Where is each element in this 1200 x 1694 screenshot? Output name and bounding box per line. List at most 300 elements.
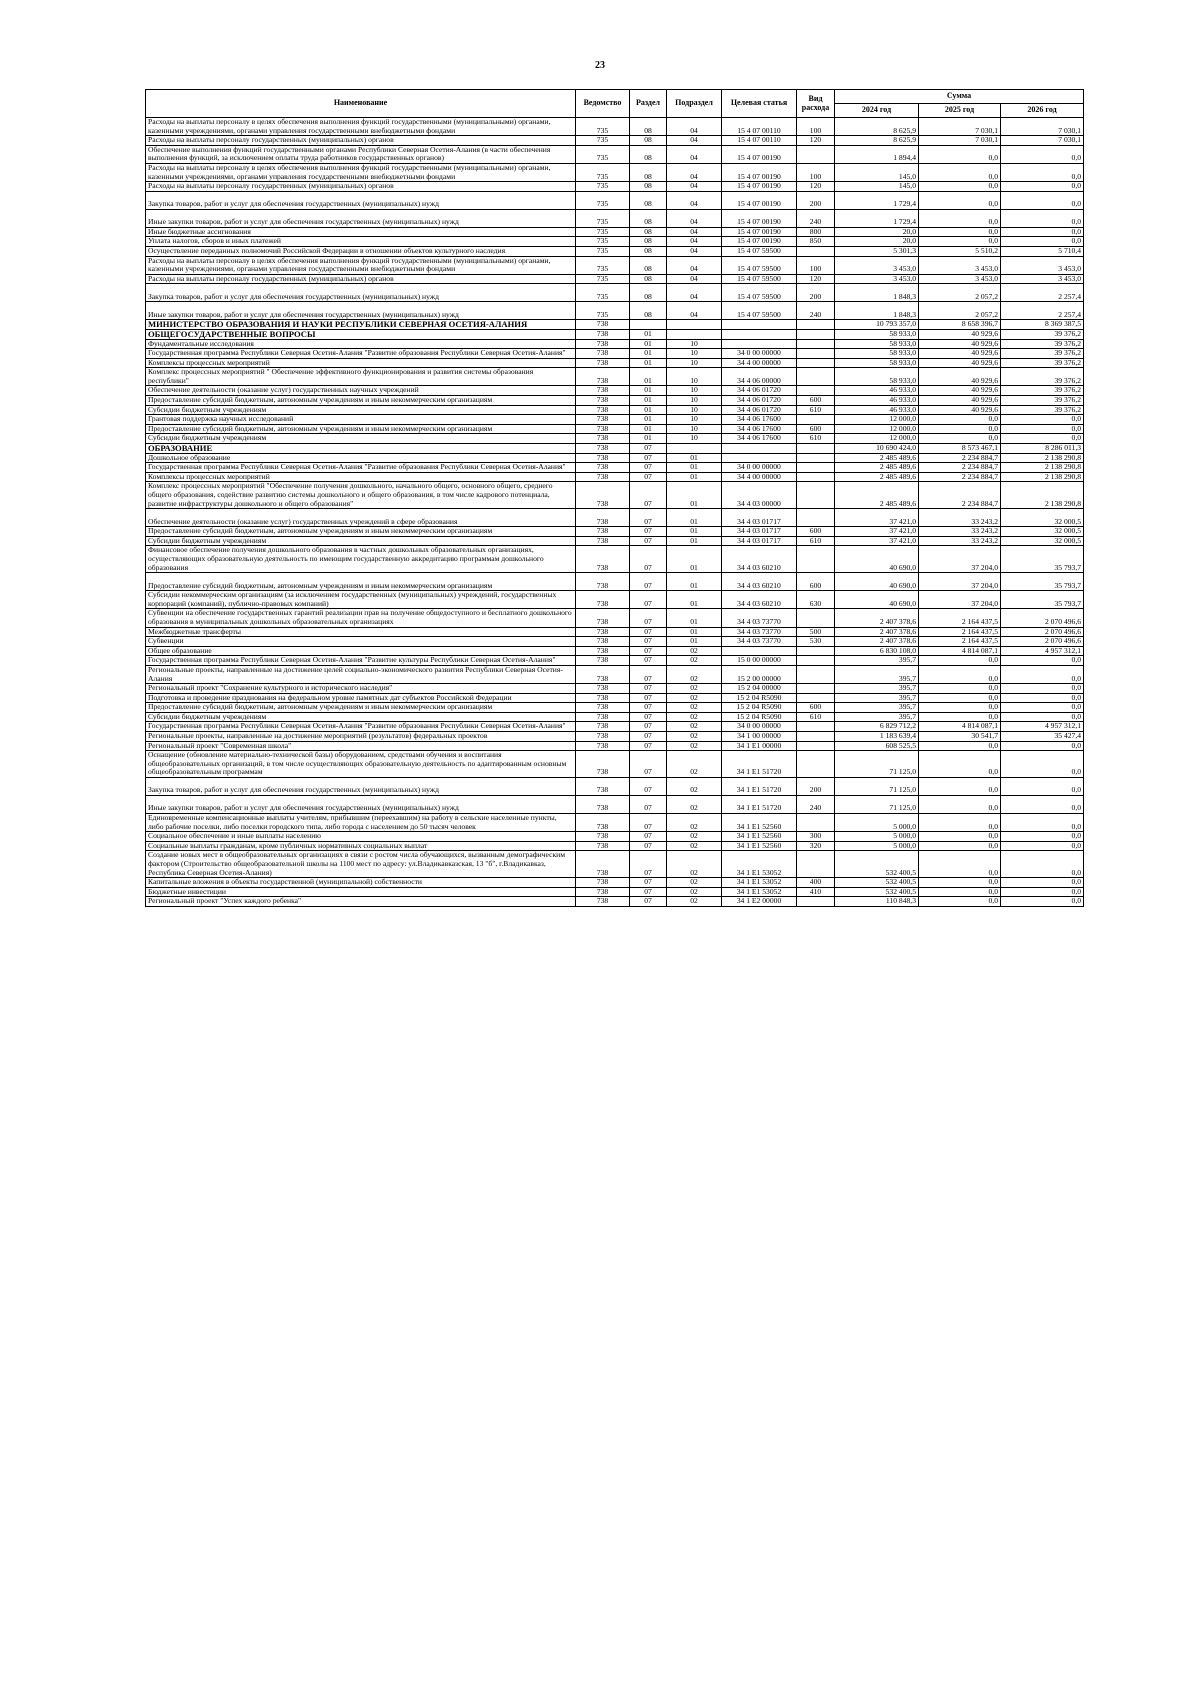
cell-2025: 2 164 437,5 xyxy=(919,637,1001,647)
cell-name: Комплексы процессных мероприятий xyxy=(146,472,576,482)
cell-cs: 34 1 E1 51720 xyxy=(722,796,797,814)
cell-razdel: 08 xyxy=(630,237,667,247)
cell-vr xyxy=(797,722,835,732)
cell-razdel: 07 xyxy=(630,463,667,473)
cell-name: МИНИСТЕРСТВО ОБРАЗОВАНИЯ И НАУКИ РЕСПУБЛИКИ СЕВЕРНАЯ ОСЕТИЯ-АЛАНИЯ xyxy=(146,320,576,330)
cell-2026: 0,0 xyxy=(1001,163,1084,181)
cell-2024: 3 453,0 xyxy=(835,274,919,284)
cell-2026: 7 030,1 xyxy=(1001,136,1084,146)
cell-ved: 738 xyxy=(576,527,630,537)
cell-razdel: 07 xyxy=(630,453,667,463)
cell-2024: 395,7 xyxy=(835,712,919,722)
cell-name: Региональные проекты, направленные на достижение мероприятий (результатов) федеральных проектов xyxy=(146,732,576,742)
cell-2024: 1 183 639,4 xyxy=(835,732,919,742)
cell-name: Обеспечение деятельности (оказание услуг) государственных научных учреждений xyxy=(146,386,576,396)
cell-ved: 738 xyxy=(576,536,630,546)
cell-podrazdel: 01 xyxy=(667,463,722,473)
cell-cs xyxy=(722,320,797,330)
cell-name: Субвенции на обеспечение государственных гарантий реализации прав на получение общедоступного и бесплатного дошкольного образования в муниципальных дошкольных образовательных организациях xyxy=(146,609,576,627)
cell-razdel: 07 xyxy=(630,778,667,796)
cell-2026: 2 070 496,6 xyxy=(1001,627,1084,637)
cell-razdel: 01 xyxy=(630,386,667,396)
cell-razdel: 08 xyxy=(630,284,667,302)
cell-razdel: 01 xyxy=(630,329,667,339)
cell-vr xyxy=(797,693,835,703)
cell-name: Подготовка и проведение празднования на федеральном уровне памятных дат субъектов Российской Федерации xyxy=(146,693,576,703)
cell-2026: 35 427,4 xyxy=(1001,732,1084,742)
cell-2024: 40 690,0 xyxy=(835,573,919,591)
cell-2026: 39 376,2 xyxy=(1001,396,1084,406)
cell-name: Субсидии бюджетным учреждениям xyxy=(146,405,576,415)
cell-name: Предоставление субсидий бюджетным, автономным учреждениям и иным некоммерческим организациям xyxy=(146,527,576,537)
cell-2024: 5 000,0 xyxy=(835,814,919,832)
cell-razdel: 07 xyxy=(630,732,667,742)
cell-2024: 58 933,0 xyxy=(835,368,919,386)
cell-podrazdel: 10 xyxy=(667,386,722,396)
cell-cs: 34 4 06 00000 xyxy=(722,368,797,386)
cell-vr xyxy=(797,509,835,527)
cell-2025: 7 030,1 xyxy=(919,118,1001,136)
cell-cs: 15 4 07 59500 xyxy=(722,274,797,284)
cell-vr xyxy=(797,453,835,463)
table-row xyxy=(146,778,1084,796)
cell-podrazdel: 10 xyxy=(667,349,722,359)
cell-razdel: 07 xyxy=(630,627,667,637)
cell-2024: 40 690,0 xyxy=(835,546,919,573)
cell-2024: 608 525,5 xyxy=(835,741,919,751)
cell-2024: 395,7 xyxy=(835,703,919,713)
cell-ved: 738 xyxy=(576,778,630,796)
cell-vr xyxy=(797,415,835,425)
cell-cs: 34 4 03 60210 xyxy=(722,546,797,573)
cell-cs: 34 4 06 17600 xyxy=(722,415,797,425)
table-row xyxy=(146,814,1084,832)
cell-cs: 34 1 00 00000 xyxy=(722,732,797,742)
cell-2024: 12 000,0 xyxy=(835,424,919,434)
cell-ved: 738 xyxy=(576,444,630,454)
cell-podrazdel: 01 xyxy=(667,527,722,537)
cell-cs: 34 4 03 00000 xyxy=(722,482,797,509)
cell-2026: 2 070 496,6 xyxy=(1001,609,1084,627)
cell-name: Расходы на выплаты персоналу государственных (муниципальных) органов xyxy=(146,274,576,284)
table-header xyxy=(146,90,1084,118)
cell-2026: 2 257,4 xyxy=(1001,284,1084,302)
header-year-2024: 2024 год xyxy=(835,104,919,118)
cell-cs: 34 4 03 01717 xyxy=(722,536,797,546)
cell-name: Дошкольное образование xyxy=(146,453,576,463)
cell-2025: 2 234 884,7 xyxy=(919,482,1001,509)
cell-razdel: 08 xyxy=(630,163,667,181)
cell-ved: 735 xyxy=(576,274,630,284)
cell-name: Межбюджетные трансферты xyxy=(146,627,576,637)
cell-2025: 2 234 884,7 xyxy=(919,463,1001,473)
cell-vr: 800 xyxy=(797,227,835,237)
cell-podrazdel: 02 xyxy=(667,665,722,683)
cell-vr: 320 xyxy=(797,841,835,851)
cell-podrazdel: 04 xyxy=(667,274,722,284)
cell-podrazdel: 01 xyxy=(667,509,722,527)
cell-cs: 34 1 E1 52560 xyxy=(722,814,797,832)
cell-2024: 20,0 xyxy=(835,237,919,247)
cell-cs: 15 4 07 00190 xyxy=(722,182,797,192)
table-row xyxy=(146,546,1084,573)
cell-vr xyxy=(797,684,835,694)
cell-razdel: 07 xyxy=(630,878,667,888)
cell-name: Предоставление субсидий бюджетным, автономным учреждениям и иным некоммерческим организациям xyxy=(146,424,576,434)
cell-vr: 410 xyxy=(797,887,835,897)
table-row xyxy=(146,118,1084,136)
cell-2026: 0,0 xyxy=(1001,796,1084,814)
cell-vr xyxy=(797,472,835,482)
table-row xyxy=(146,665,1084,683)
cell-2024: 46 933,0 xyxy=(835,386,919,396)
table-row xyxy=(146,851,1084,878)
cell-name: Расходы на выплаты персоналу государственных (муниципальных) органов xyxy=(146,182,576,192)
cell-ved: 735 xyxy=(576,118,630,136)
cell-ved: 735 xyxy=(576,145,630,163)
header-razdel: Раздел xyxy=(630,90,667,118)
cell-2024: 46 933,0 xyxy=(835,396,919,406)
table-row xyxy=(146,444,1084,454)
cell-2026: 0,0 xyxy=(1001,832,1084,842)
cell-podrazdel: 10 xyxy=(667,396,722,406)
cell-cs: 34 0 00 00000 xyxy=(722,463,797,473)
cell-cs: 15 2 00 00000 xyxy=(722,665,797,683)
cell-podrazdel: 02 xyxy=(667,887,722,897)
cell-cs: 15 4 07 00110 xyxy=(722,118,797,136)
cell-2026: 35 793,7 xyxy=(1001,573,1084,591)
cell-2025: 2 234 884,7 xyxy=(919,453,1001,463)
table-row xyxy=(146,284,1084,302)
cell-cs: 34 4 03 60210 xyxy=(722,591,797,609)
table-row xyxy=(146,415,1084,425)
cell-vr xyxy=(797,463,835,473)
cell-razdel: 07 xyxy=(630,796,667,814)
cell-name: Государственная программа Республики Северная Осетия-Алания "Развитие образования Республики Северная Осетия-Алания" xyxy=(146,722,576,732)
table-row xyxy=(146,712,1084,722)
cell-name: Субвенции xyxy=(146,637,576,647)
cell-cs: 15 2 04 R5090 xyxy=(722,712,797,722)
cell-name: ОБЩЕГОСУДАРСТВЕННЫЕ ВОПРОСЫ xyxy=(146,329,576,339)
cell-podrazdel: 10 xyxy=(667,405,722,415)
table-row xyxy=(146,349,1084,359)
cell-2024: 145,0 xyxy=(835,163,919,181)
cell-cs: 34 4 03 01717 xyxy=(722,509,797,527)
cell-cs: 15 4 07 00190 xyxy=(722,209,797,227)
cell-razdel: 07 xyxy=(630,741,667,751)
cell-cs: 34 4 03 73770 xyxy=(722,627,797,637)
cell-2024: 3 453,0 xyxy=(835,256,919,274)
cell-2025: 0,0 xyxy=(919,897,1001,907)
table-row xyxy=(146,897,1084,907)
cell-ved: 738 xyxy=(576,329,630,339)
cell-vr xyxy=(797,329,835,339)
cell-cs: 15 4 07 00190 xyxy=(722,227,797,237)
cell-podrazdel: 01 xyxy=(667,609,722,627)
cell-vr xyxy=(797,368,835,386)
cell-podrazdel: 01 xyxy=(667,573,722,591)
cell-ved: 738 xyxy=(576,339,630,349)
cell-2025: 0,0 xyxy=(919,227,1001,237)
cell-razdel: 08 xyxy=(630,246,667,256)
table-row xyxy=(146,405,1084,415)
cell-razdel: 07 xyxy=(630,712,667,722)
cell-2026: 0,0 xyxy=(1001,712,1084,722)
cell-cs: 15 0 00 00000 xyxy=(722,656,797,666)
cell-razdel: 07 xyxy=(630,609,667,627)
cell-name: Создание новых мест в общеобразовательных организациях в связи с ростом числа обучающихся, вызванным демографическим фактором (Строительство общеобразовательной школы на 1100 мест по адресу: ул.Владикавказская, 13 "б", г.Владикавказ, Республика Северная Осетия-Алания) xyxy=(146,851,576,878)
header-year-2026: 2026 год xyxy=(1001,104,1084,118)
cell-2024: 395,7 xyxy=(835,684,919,694)
header-ved: Ведомство xyxy=(576,90,630,118)
cell-razdel xyxy=(630,320,667,330)
cell-2024: 532 400,5 xyxy=(835,878,919,888)
cell-cs: 15 4 07 59500 xyxy=(722,302,797,320)
cell-ved: 738 xyxy=(576,732,630,742)
cell-razdel: 07 xyxy=(630,591,667,609)
cell-ved: 738 xyxy=(576,814,630,832)
cell-2025: 0,0 xyxy=(919,741,1001,751)
cell-vr xyxy=(797,665,835,683)
cell-vr xyxy=(797,732,835,742)
table-row xyxy=(146,472,1084,482)
cell-vr: 400 xyxy=(797,878,835,888)
cell-ved: 738 xyxy=(576,386,630,396)
cell-2026: 0,0 xyxy=(1001,851,1084,878)
cell-vr: 200 xyxy=(797,284,835,302)
cell-name: Иные бюджетные ассигнования xyxy=(146,227,576,237)
cell-name: ОБРАЗОВАНИЕ xyxy=(146,444,576,454)
cell-name: Обеспечение выполнения функций государственными органами Республики Северная Осетия-Алания (в части обеспечения выполнения функций, за исключением оплаты труда работников государственных органов) xyxy=(146,145,576,163)
cell-2026: 39 376,2 xyxy=(1001,349,1084,359)
cell-vr xyxy=(797,386,835,396)
cell-vr: 200 xyxy=(797,778,835,796)
cell-podrazdel: 04 xyxy=(667,118,722,136)
cell-2026: 0,0 xyxy=(1001,841,1084,851)
cell-2024: 395,7 xyxy=(835,665,919,683)
cell-razdel: 07 xyxy=(630,814,667,832)
cell-2026: 8 286 011,3 xyxy=(1001,444,1084,454)
cell-cs: 15 2 04 R5090 xyxy=(722,703,797,713)
table-row xyxy=(146,741,1084,751)
table-row xyxy=(146,274,1084,284)
cell-razdel: 07 xyxy=(630,665,667,683)
cell-razdel: 07 xyxy=(630,751,667,778)
cell-podrazdel: 01 xyxy=(667,453,722,463)
table-row xyxy=(146,302,1084,320)
cell-2024: 2 485 489,6 xyxy=(835,463,919,473)
cell-ved: 738 xyxy=(576,609,630,627)
cell-vr: 610 xyxy=(797,434,835,444)
cell-podrazdel: 04 xyxy=(667,182,722,192)
cell-cs: 15 4 07 00190 xyxy=(722,191,797,209)
cell-2024: 10 793 357,0 xyxy=(835,320,919,330)
cell-podrazdel: 02 xyxy=(667,814,722,832)
cell-name: Закупка товаров, работ и услуг для обеспечения государственных (муниципальных) нужд xyxy=(146,284,576,302)
cell-razdel: 01 xyxy=(630,424,667,434)
cell-2024: 37 421,0 xyxy=(835,527,919,537)
cell-2025: 0,0 xyxy=(919,712,1001,722)
cell-ved: 735 xyxy=(576,302,630,320)
cell-2025: 2 164 437,5 xyxy=(919,609,1001,627)
cell-2026: 2 257,4 xyxy=(1001,302,1084,320)
cell-2025: 0,0 xyxy=(919,814,1001,832)
cell-ved: 738 xyxy=(576,722,630,732)
cell-2025: 40 929,6 xyxy=(919,405,1001,415)
table-row xyxy=(146,227,1084,237)
cell-name: Региональный проект "Успех каждого ребенка" xyxy=(146,897,576,907)
cell-vr: 630 xyxy=(797,591,835,609)
cell-name: Грантовая поддержка научных исследований xyxy=(146,415,576,425)
cell-2026: 39 376,2 xyxy=(1001,405,1084,415)
cell-2025: 40 929,6 xyxy=(919,339,1001,349)
cell-ved: 738 xyxy=(576,637,630,647)
table-row xyxy=(146,646,1084,656)
cell-podrazdel: 02 xyxy=(667,693,722,703)
cell-name: Расходы на выплаты персоналу в целях обеспечения выполнения функций государственными (муниципальными) органами, казенными учреждениями, органами управления государственными внебюджетными фондами xyxy=(146,256,576,274)
cell-ved: 735 xyxy=(576,191,630,209)
cell-2024: 37 421,0 xyxy=(835,509,919,527)
cell-ved: 735 xyxy=(576,246,630,256)
cell-2025: 7 030,1 xyxy=(919,136,1001,146)
cell-2026: 0,0 xyxy=(1001,814,1084,832)
cell-cs: 34 4 03 73770 xyxy=(722,637,797,647)
cell-ved: 735 xyxy=(576,209,630,227)
table-row xyxy=(146,368,1084,386)
cell-cs: 34 4 03 01717 xyxy=(722,527,797,537)
cell-razdel: 07 xyxy=(630,693,667,703)
cell-razdel: 08 xyxy=(630,145,667,163)
cell-2026: 32 000,5 xyxy=(1001,536,1084,546)
cell-name: Предоставление субсидий бюджетным, автономным учреждениям и иным некоммерческим организациям xyxy=(146,396,576,406)
cell-2025: 2 057,2 xyxy=(919,302,1001,320)
cell-ved: 738 xyxy=(576,472,630,482)
table-row xyxy=(146,796,1084,814)
cell-podrazdel: 02 xyxy=(667,646,722,656)
cell-name: Расходы на выплаты персоналу государственных (муниципальных) органов xyxy=(146,136,576,146)
cell-name: Социальное обеспечение и иные выплаты населению xyxy=(146,832,576,842)
cell-vr xyxy=(797,741,835,751)
cell-2025: 0,0 xyxy=(919,434,1001,444)
cell-ved: 735 xyxy=(576,163,630,181)
cell-ved: 735 xyxy=(576,256,630,274)
budget-table xyxy=(145,89,1084,907)
cell-razdel: 07 xyxy=(630,841,667,851)
header-summa: Сумма xyxy=(835,90,1084,104)
cell-2026: 2 138 290,8 xyxy=(1001,453,1084,463)
cell-2025: 4 814 087,1 xyxy=(919,722,1001,732)
cell-razdel: 07 xyxy=(630,536,667,546)
cell-vr: 240 xyxy=(797,796,835,814)
cell-2024: 2 485 489,6 xyxy=(835,472,919,482)
table-row xyxy=(146,573,1084,591)
cell-2024: 58 933,0 xyxy=(835,358,919,368)
cell-2026: 0,0 xyxy=(1001,237,1084,247)
cell-razdel: 08 xyxy=(630,274,667,284)
table-row xyxy=(146,463,1084,473)
cell-vr xyxy=(797,546,835,573)
cell-name: Региональный проект "Современная школа" xyxy=(146,741,576,751)
cell-2025: 40 929,6 xyxy=(919,396,1001,406)
cell-2026: 39 376,2 xyxy=(1001,358,1084,368)
cell-2024: 8 625,9 xyxy=(835,118,919,136)
table-row xyxy=(146,145,1084,163)
cell-razdel: 08 xyxy=(630,256,667,274)
cell-podrazdel: 02 xyxy=(667,656,722,666)
cell-vr: 610 xyxy=(797,712,835,722)
table-row xyxy=(146,609,1084,627)
cell-2025: 0,0 xyxy=(919,832,1001,842)
cell-podrazdel: 02 xyxy=(667,841,722,851)
cell-name: Иные закупки товаров, работ и услуг для обеспечения государственных (муниципальных) нужд xyxy=(146,302,576,320)
cell-2024: 110 848,3 xyxy=(835,897,919,907)
cell-ved: 738 xyxy=(576,796,630,814)
cell-2025: 33 243,2 xyxy=(919,536,1001,546)
cell-2026: 2 138 290,8 xyxy=(1001,463,1084,473)
cell-razdel: 07 xyxy=(630,832,667,842)
cell-podrazdel: 01 xyxy=(667,472,722,482)
cell-razdel: 01 xyxy=(630,405,667,415)
cell-2025: 37 204,0 xyxy=(919,573,1001,591)
table-row xyxy=(146,684,1084,694)
cell-2025: 33 243,2 xyxy=(919,527,1001,537)
cell-2024: 46 933,0 xyxy=(835,405,919,415)
table-row xyxy=(146,182,1084,192)
cell-podrazdel: 02 xyxy=(667,684,722,694)
cell-2025: 5 510,2 xyxy=(919,246,1001,256)
cell-ved: 735 xyxy=(576,237,630,247)
cell-ved: 738 xyxy=(576,405,630,415)
cell-2026: 0,0 xyxy=(1001,703,1084,713)
cell-vr: 120 xyxy=(797,182,835,192)
cell-podrazdel: 10 xyxy=(667,368,722,386)
cell-ved: 735 xyxy=(576,136,630,146)
cell-ved: 738 xyxy=(576,434,630,444)
cell-ved: 735 xyxy=(576,284,630,302)
cell-cs xyxy=(722,453,797,463)
cell-2025: 40 929,6 xyxy=(919,386,1001,396)
cell-name: Субсидии некоммерческим организациям (за исключением государственных (муниципальных) учреждений, государственных корпораций (компаний), публично-правовых компаний) xyxy=(146,591,576,609)
cell-razdel: 07 xyxy=(630,472,667,482)
cell-2026: 0,0 xyxy=(1001,887,1084,897)
cell-ved: 738 xyxy=(576,368,630,386)
cell-razdel: 07 xyxy=(630,722,667,732)
cell-cs: 34 0 00 00000 xyxy=(722,349,797,359)
cell-2026: 4 957 312,1 xyxy=(1001,722,1084,732)
cell-vr xyxy=(797,444,835,454)
cell-2025: 0,0 xyxy=(919,703,1001,713)
cell-podrazdel xyxy=(667,320,722,330)
cell-name: Иные закупки товаров, работ и услуг для обеспечения государственных (муниципальных) нужд xyxy=(146,209,576,227)
cell-cs: 34 4 03 60210 xyxy=(722,573,797,591)
cell-ved: 738 xyxy=(576,878,630,888)
cell-name: Осуществление переданных полномочий Российской Федерации в отношении объектов культурного наследия xyxy=(146,246,576,256)
cell-cs: 34 0 00 00000 xyxy=(722,722,797,732)
cell-2024: 2 407 378,6 xyxy=(835,609,919,627)
cell-vr xyxy=(797,609,835,627)
cell-2024: 10 690 424,0 xyxy=(835,444,919,454)
cell-cs: 34 1 E1 52560 xyxy=(722,841,797,851)
cell-podrazdel: 02 xyxy=(667,712,722,722)
table-row xyxy=(146,482,1084,509)
table-row xyxy=(146,396,1084,406)
cell-2026: 2 070 496,6 xyxy=(1001,637,1084,647)
cell-cs: 15 2 04 00000 xyxy=(722,684,797,694)
cell-podrazdel: 02 xyxy=(667,851,722,878)
cell-name: Государственная программа Республики Северная Осетия-Алания "Развитие образования Республики Северная Осетия-Алания" xyxy=(146,463,576,473)
table-row xyxy=(146,434,1084,444)
cell-2024: 58 933,0 xyxy=(835,349,919,359)
